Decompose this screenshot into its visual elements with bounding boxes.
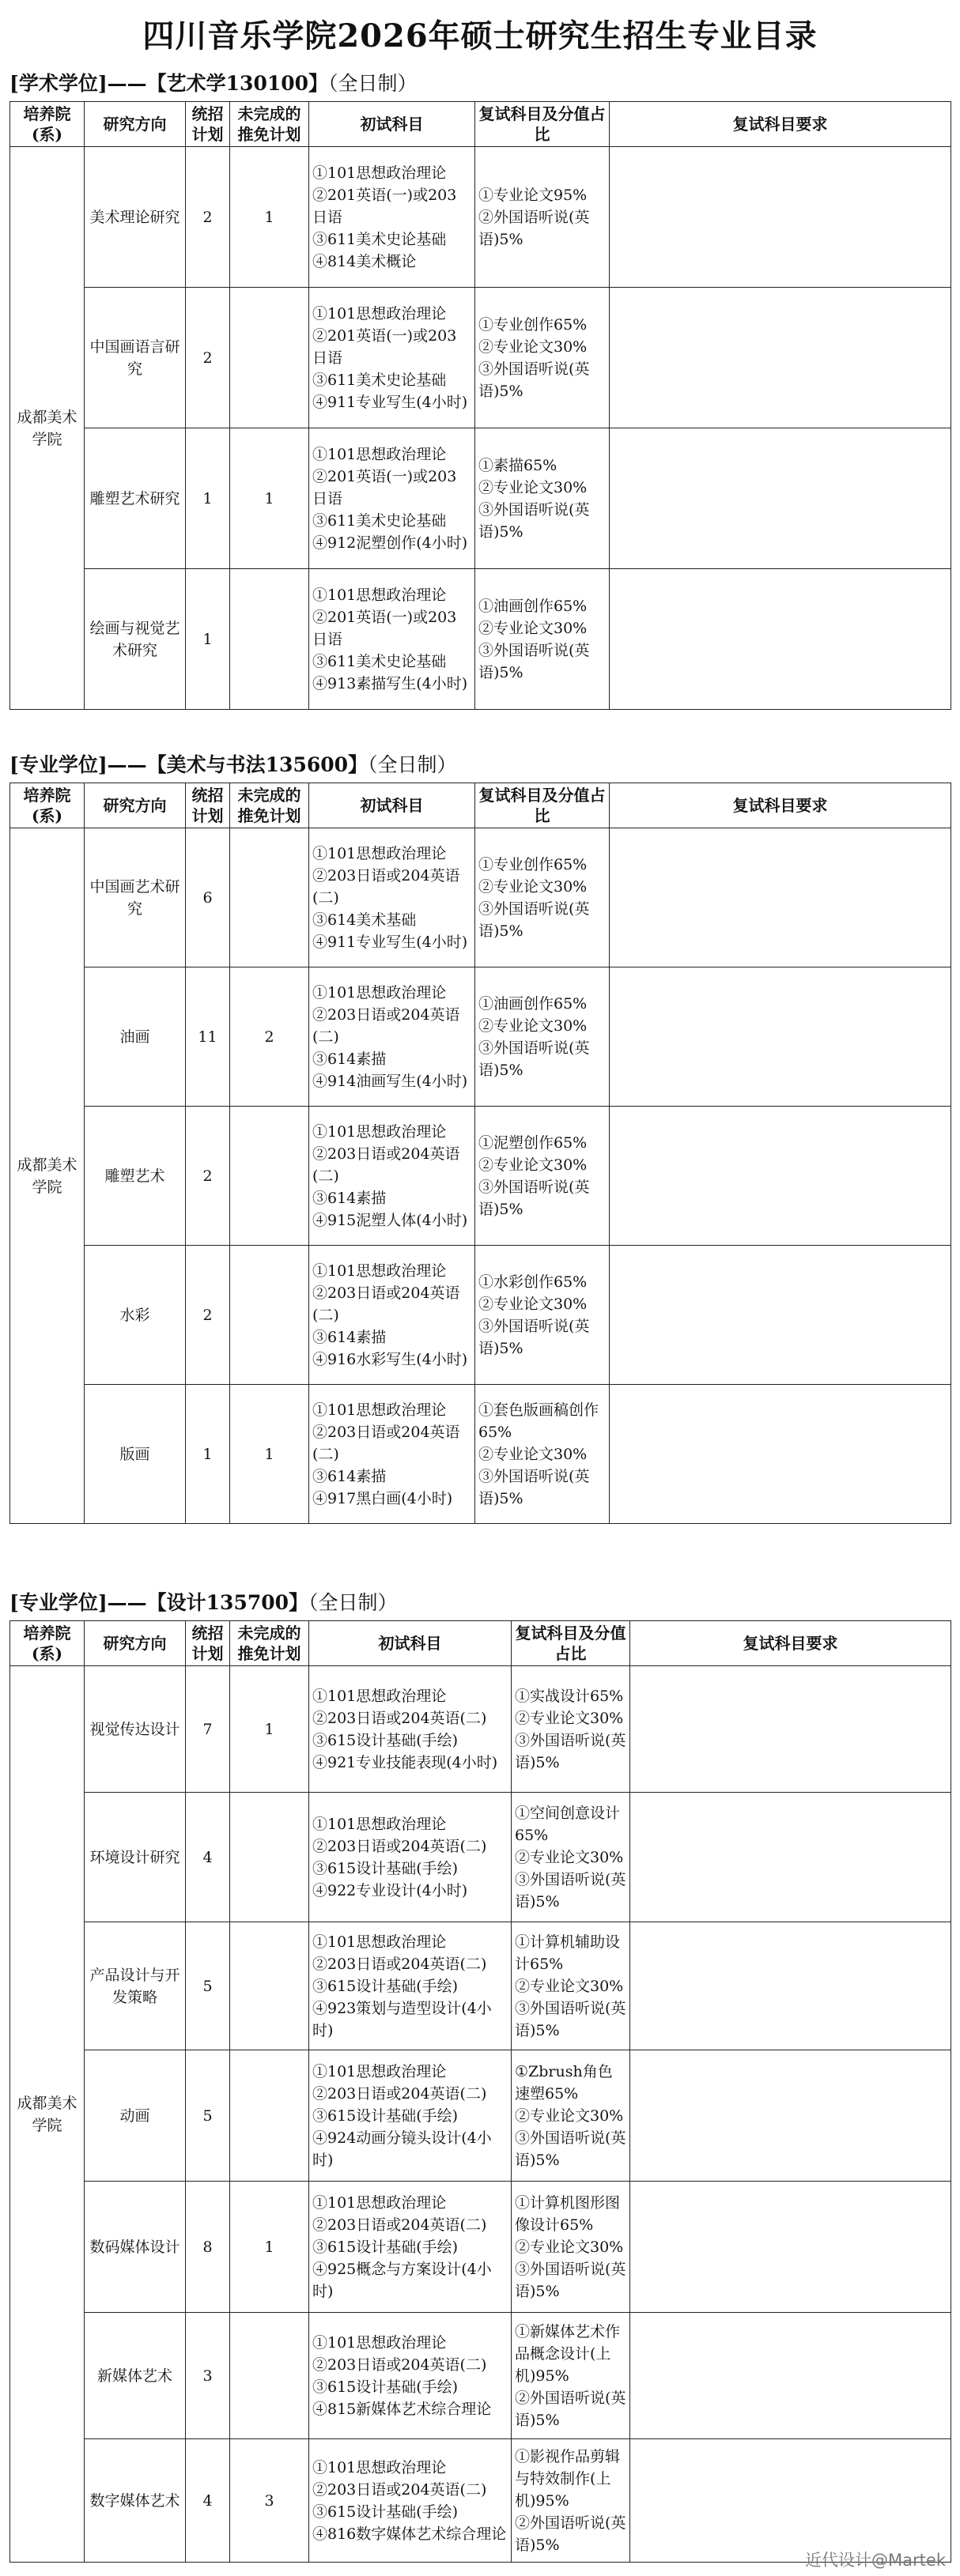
- plan-cell: 4: [186, 2439, 230, 2563]
- exam-cell: ①101思想政治理论 ②203日语或204英语(二) ③614美术基础 ④911专业写生(4小时): [309, 828, 475, 967]
- direction-cell: 版画: [85, 1385, 186, 1524]
- plan-cell: 1: [186, 428, 230, 569]
- plan-cell: 2: [186, 147, 230, 288]
- direction-cell: 雕塑艺术: [85, 1107, 186, 1246]
- table-row: [10, 2182, 951, 2313]
- retest-cell: ①Zbrush角色速塑65% ②专业论文30% ③外国语听说(英语)5%: [512, 2050, 630, 2182]
- direction-cell: 动画: [85, 2050, 186, 2182]
- exempt-cell: 1: [230, 1666, 309, 1793]
- exempt-cell: [230, 2313, 309, 2439]
- header-direction: 研究方向: [85, 1621, 186, 1666]
- requirement-cell: [630, 2182, 951, 2313]
- header-college: 培养院(系): [10, 783, 85, 828]
- retest-cell: ①专业论文95% ②外国语听说(英语)5%: [475, 147, 610, 288]
- requirement-cell: [610, 428, 951, 569]
- retest-cell: ①水彩创作65% ②专业论文30% ③外国语听说(英语)5%: [475, 1246, 610, 1385]
- header-direction: 研究方向: [85, 783, 186, 828]
- exempt-cell: [230, 2050, 309, 2182]
- section-label: [专业学位]——【设计135700】: [9, 1591, 309, 1614]
- exempt-cell: 1: [230, 2182, 309, 2313]
- header-requirement: 复试科目要求: [610, 102, 951, 147]
- requirement-cell: [610, 1385, 951, 1524]
- requirement-cell: [630, 2439, 951, 2563]
- table-row: [10, 1922, 951, 2050]
- table-row: [10, 967, 951, 1107]
- exam-cell: ①101思想政治理论 ②201英语(一)或203日语 ③611美术史论基础 ④814美术概论: [309, 147, 475, 288]
- header-exempt: 未完成的推免计划: [230, 1621, 309, 1666]
- retest-cell: ①素描65% ②专业论文30% ③外国语听说(英语)5%: [475, 428, 610, 569]
- header-retest: 复试科目及分值占比: [475, 783, 610, 828]
- section-fine-art-calligraphy: [9, 748, 951, 1524]
- header-plan: 统招计划: [186, 1621, 230, 1666]
- catalog-table: [9, 101, 951, 710]
- college-cell: 成都美术学院: [10, 1666, 85, 2563]
- direction-cell: 新媒体艺术: [85, 2313, 186, 2439]
- exam-cell: ①101思想政治理论 ②203日语或204英语(二) ③615设计基础(手绘) ④921专业技能表现(4小时): [309, 1666, 512, 1793]
- retest-cell: ①泥塑创作65% ②专业论文30% ③外国语听说(英语)5%: [475, 1107, 610, 1246]
- section-mode: （全日制）: [328, 72, 418, 95]
- plan-cell: 5: [186, 2050, 230, 2182]
- plan-cell: 8: [186, 2182, 230, 2313]
- section-academic-art: [9, 66, 951, 710]
- header-exempt: 未完成的推免计划: [230, 783, 309, 828]
- exempt-cell: [230, 1922, 309, 2050]
- direction-cell: 绘画与视觉艺术研究: [85, 569, 186, 710]
- table-row: [10, 2050, 951, 2182]
- requirement-cell: [630, 2313, 951, 2439]
- direction-cell: 油画: [85, 967, 186, 1107]
- plan-cell: 2: [186, 1107, 230, 1246]
- plan-cell: 6: [186, 828, 230, 967]
- header-plan: 统招计划: [186, 783, 230, 828]
- plan-cell: 3: [186, 2313, 230, 2439]
- exam-cell: ①101思想政治理论 ②203日语或204英语(二) ③615设计基础(手绘) ④922专业设计(4小时): [309, 1793, 512, 1922]
- plan-cell: 2: [186, 1246, 230, 1385]
- section-heading: [9, 748, 951, 783]
- requirement-cell: [630, 2050, 951, 2182]
- section-design: [9, 1586, 951, 2563]
- college-cell: 成都美术学院: [10, 147, 85, 710]
- retest-cell: ①计算机图形图像设计65% ②专业论文30% ③外国语听说(英语)5%: [512, 2182, 630, 2313]
- exam-cell: ①101思想政治理论 ②203日语或204英语(二) ③614素描 ④917黑白画(4小时): [309, 1385, 475, 1524]
- plan-cell: 1: [186, 1385, 230, 1524]
- table-row: [10, 147, 951, 288]
- exam-cell: ①101思想政治理论 ②203日语或204英语(二) ③614素描 ④915泥塑人体(4小时): [309, 1107, 475, 1246]
- table-row: [10, 288, 951, 428]
- retest-cell: ①套色版画稿创作65% ②专业论文30% ③外国语听说(英语)5%: [475, 1385, 610, 1524]
- exempt-cell: [230, 1246, 309, 1385]
- exam-cell: ①101思想政治理论 ②201英语(一)或203日语 ③611美术史论基础 ④912泥塑创作(4小时): [309, 428, 475, 569]
- plan-cell: 4: [186, 1793, 230, 1922]
- watermark-text: 近代设计@Martek: [805, 2551, 946, 2570]
- direction-cell: 美术理论研究: [85, 147, 186, 288]
- retest-cell: ①专业创作65% ②专业论文30% ③外国语听说(英语)5%: [475, 288, 610, 428]
- direction-cell: 产品设计与开发策略: [85, 1922, 186, 2050]
- requirement-cell: [610, 1107, 951, 1246]
- retest-cell: ①影视作品剪辑与特效制作(上机)95% ②外国语听说(英语)5%: [512, 2439, 630, 2563]
- direction-cell: 数字媒体艺术: [85, 2439, 186, 2563]
- direction-cell: 雕塑艺术研究: [85, 428, 186, 569]
- exempt-cell: [230, 288, 309, 428]
- exam-cell: ①101思想政治理论 ②203日语或204英语(二) ③614素描 ④916水彩写生(4小时): [309, 1246, 475, 1385]
- section-heading: [9, 66, 951, 101]
- header-direction: 研究方向: [85, 102, 186, 147]
- direction-cell: 环境设计研究: [85, 1793, 186, 1922]
- exam-cell: ①101思想政治理论 ②201英语(一)或203日语 ③611美术史论基础 ④913素描写生(4小时): [309, 569, 475, 710]
- exam-cell: ①101思想政治理论 ②203日语或204英语(二) ③614素描 ④914油画写生(4小时): [309, 967, 475, 1107]
- section-mode: （全日制）: [308, 1591, 398, 1614]
- direction-cell: 视觉传达设计: [85, 1666, 186, 1793]
- direction-cell: 中国画艺术研究: [85, 828, 186, 967]
- exam-cell: ①101思想政治理论 ②203日语或204英语(二) ③615设计基础(手绘) ④924动画分镜头设计(4小时): [309, 2050, 512, 2182]
- requirement-cell: [610, 288, 951, 428]
- requirement-cell: [610, 147, 951, 288]
- catalog-table: [9, 1620, 951, 2563]
- plan-cell: 5: [186, 1922, 230, 2050]
- table-row: [10, 2313, 951, 2439]
- exempt-cell: [230, 569, 309, 710]
- retest-cell: ①计算机辅助设计65% ②专业论文30% ③外国语听说(英语)5%: [512, 1922, 630, 2050]
- header-requirement: 复试科目要求: [610, 783, 951, 828]
- table-row: [10, 1107, 951, 1246]
- header-exam: 初试科目: [309, 102, 475, 147]
- direction-cell: 水彩: [85, 1246, 186, 1385]
- requirement-cell: [610, 828, 951, 967]
- exempt-cell: 1: [230, 1385, 309, 1524]
- exempt-cell: 3: [230, 2439, 309, 2563]
- section-mode: （全日制）: [368, 753, 457, 776]
- exam-cell: ①101思想政治理论 ②203日语或204英语(二) ③615设计基础(手绘) ④815新媒体艺术综合理论: [309, 2313, 512, 2439]
- section-heading: [9, 1586, 951, 1620]
- header-college: 培养院(系): [10, 1621, 85, 1666]
- requirement-cell: [610, 1246, 951, 1385]
- table-row: [10, 1246, 951, 1385]
- exam-cell: ①101思想政治理论 ②203日语或204英语(二) ③615设计基础(手绘) ④925概念与方案设计(4小时): [309, 2182, 512, 2313]
- table-row: [10, 428, 951, 569]
- header-requirement: 复试科目要求: [630, 1621, 951, 1666]
- header-exempt: 未完成的推免计划: [230, 102, 309, 147]
- requirement-cell: [630, 1666, 951, 1793]
- header-plan: 统招计划: [186, 102, 230, 147]
- exempt-cell: [230, 828, 309, 967]
- exam-cell: ①101思想政治理论 ②203日语或204英语(二) ③615设计基础(手绘) ④816数字媒体艺术综合理论: [309, 2439, 512, 2563]
- catalog-table: [9, 783, 951, 1524]
- exempt-cell: [230, 1793, 309, 1922]
- plan-cell: 1: [186, 569, 230, 710]
- exam-cell: ①101思想政治理论 ②203日语或204英语(二) ③615设计基础(手绘) ④923策划与造型设计(4小时): [309, 1922, 512, 2050]
- requirement-cell: [610, 569, 951, 710]
- table-row: [10, 2439, 951, 2563]
- college-cell: 成都美术学院: [10, 828, 85, 1524]
- header-retest: 复试科目及分值占比: [512, 1621, 630, 1666]
- header-exam: 初试科目: [309, 783, 475, 828]
- table-header-row: [10, 783, 951, 828]
- header-retest: 复试科目及分值占比: [475, 102, 610, 147]
- retest-cell: ①空间创意设计65% ②专业论文30% ③外国语听说(英语)5%: [512, 1793, 630, 1922]
- plan-cell: 2: [186, 288, 230, 428]
- section-label: [学术学位]——【艺术学130100】: [9, 72, 329, 95]
- retest-cell: ①专业创作65% ②专业论文30% ③外国语听说(英语)5%: [475, 828, 610, 967]
- page-title: 四川音乐学院2026年硕士研究生招生专业目录: [142, 17, 818, 55]
- header-exam: 初试科目: [309, 1621, 512, 1666]
- table-row: [10, 1666, 951, 1793]
- table-header-row: [10, 1621, 951, 1666]
- section-label: [专业学位]——【美术与书法135600】: [9, 753, 369, 776]
- table-header-row: [10, 102, 951, 147]
- table-row: [10, 1385, 951, 1524]
- exempt-cell: 2: [230, 967, 309, 1107]
- retest-cell: ①新媒体艺术作品概念设计(上机)95% ②外国语听说(英语)5%: [512, 2313, 630, 2439]
- table-row: [10, 828, 951, 967]
- requirement-cell: [630, 1793, 951, 1922]
- exempt-cell: 1: [230, 428, 309, 569]
- plan-cell: 11: [186, 967, 230, 1107]
- requirement-cell: [610, 967, 951, 1107]
- header-college: 培养院(系): [10, 102, 85, 147]
- retest-cell: ①实战设计65% ②专业论文30% ③外国语听说(英语)5%: [512, 1666, 630, 1793]
- exempt-cell: [230, 1107, 309, 1246]
- retest-cell: ①油画创作65% ②专业论文30% ③外国语听说(英语)5%: [475, 967, 610, 1107]
- requirement-cell: [630, 1922, 951, 2050]
- table-row: [10, 569, 951, 710]
- plan-cell: 7: [186, 1666, 230, 1793]
- exam-cell: ①101思想政治理论 ②201英语(一)或203日语 ③611美术史论基础 ④911专业写生(4小时): [309, 288, 475, 428]
- retest-cell: ①油画创作65% ②专业论文30% ③外国语听说(英语)5%: [475, 569, 610, 710]
- table-row: [10, 1793, 951, 1922]
- direction-cell: 数码媒体设计: [85, 2182, 186, 2313]
- direction-cell: 中国画语言研究: [85, 288, 186, 428]
- exempt-cell: 1: [230, 147, 309, 288]
